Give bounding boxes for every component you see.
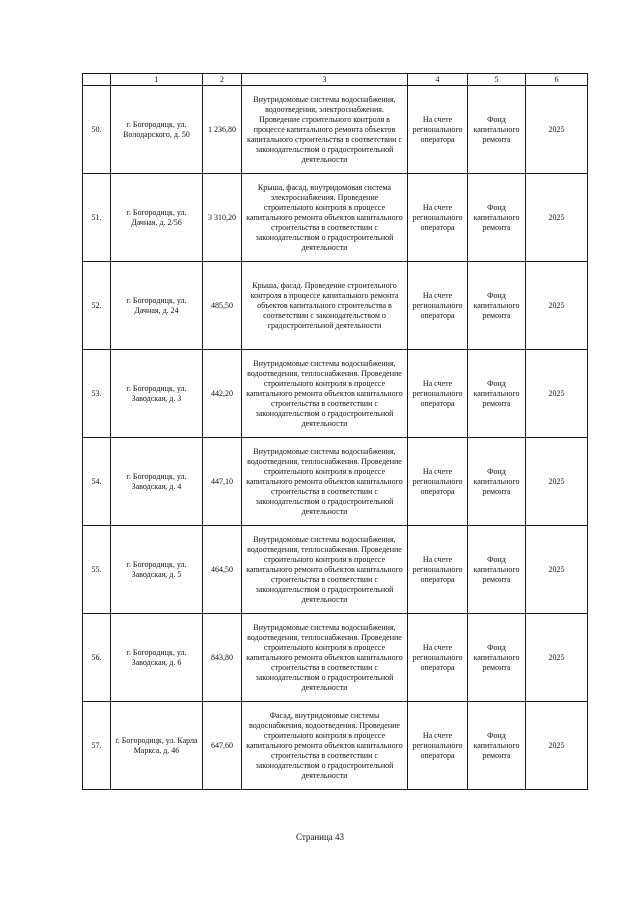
row-number: 51. [83, 174, 111, 262]
area-cell: 843,80 [203, 614, 242, 702]
column-number-row [83, 74, 588, 86]
address-cell: г. Богородицк, ул. Карла Маркса, д. 46 [111, 702, 203, 790]
table-row [83, 174, 588, 262]
address-cell: г. Богородицк, ул. Заводская, д. 5 [111, 526, 203, 614]
row-number: 53. [83, 350, 111, 438]
area-cell: 3 310,20 [203, 174, 242, 262]
row-number: 50. [83, 86, 111, 174]
address-cell: г. Богородицк, ул. Дачная, д. 2/56 [111, 174, 203, 262]
row-number: 56. [83, 614, 111, 702]
funding-source-cell: Фонд капитального ремонта [468, 174, 526, 262]
funding-source-cell: Фонд капитального ремонта [468, 702, 526, 790]
repair-schedule-table [82, 73, 588, 790]
area-cell: 485,50 [203, 262, 242, 350]
row-number: 52. [83, 262, 111, 350]
works-description-cell: Внутридомовые системы водоснабжения, водоотведения, теплоснабжения. Проведение строительного контроля в процессе капитального ремонта объектов капитального строительства в соответствии с законодательством о градостроительной деятельности [242, 350, 408, 438]
works-description-cell: Крыша, фасад, внутридомовая система электроснабжения. Проведение строительного контроля в процессе капитального ремонта объектов капитального строительства в соответствии с законодательством о градостроительной деятельности [242, 174, 408, 262]
table-row [83, 438, 588, 526]
funding-source-cell: Фонд капитального ремонта [468, 526, 526, 614]
row-number: 55. [83, 526, 111, 614]
table-row [83, 262, 588, 350]
funding-source-cell: Фонд капитального ремонта [468, 438, 526, 526]
column-header-2: 2 [203, 74, 242, 86]
year-cell: 2025 [526, 702, 588, 790]
address-cell: г. Богородицк, ул. Заводская, д. 4 [111, 438, 203, 526]
table-row [83, 86, 588, 174]
table-row [83, 350, 588, 438]
table-row [83, 614, 588, 702]
account-cell: На счете регионального оператора [408, 174, 468, 262]
column-header-6: 6 [526, 74, 588, 86]
address-cell: г. Богородицк, ул. Володарского, д. 50 [111, 86, 203, 174]
area-cell: 447,10 [203, 438, 242, 526]
table-row [83, 702, 588, 790]
account-cell: На счете регионального оператора [408, 262, 468, 350]
column-header-4: 4 [408, 74, 468, 86]
document-page [82, 73, 587, 790]
year-cell: 2025 [526, 438, 588, 526]
year-cell: 2025 [526, 86, 588, 174]
area-cell: 1 236,80 [203, 86, 242, 174]
column-header-1: 1 [111, 74, 203, 86]
works-description-cell: Внутридомовые системы водоснабжения, водоотведения, теплоснабжения. Проведение строительного контроля в процессе капитального ремонта объектов капитального строительства в соответствии с законодательством о градостроительной деятельности [242, 526, 408, 614]
address-cell: г. Богородицк, ул. Дачная, д. 24 [111, 262, 203, 350]
works-description-cell: Крыша, фасад. Проведение строительного контроля в процессе капитального ремонта объектов капитального строительства в соответствии с законодательством о градостроительной деятельности [242, 262, 408, 350]
account-cell: На счете регионального оператора [408, 526, 468, 614]
address-cell: г. Богородицк, ул. Заводская, д. 3 [111, 350, 203, 438]
account-cell: На счете регионального оператора [408, 702, 468, 790]
account-cell: На счете регионального оператора [408, 614, 468, 702]
account-cell: На счете регионального оператора [408, 350, 468, 438]
area-cell: 442,20 [203, 350, 242, 438]
account-cell: На счете регионального оператора [408, 438, 468, 526]
column-header-blank [83, 74, 111, 86]
works-description-cell: Внутридомовые системы водоснабжения, водоотведения, теплоснабжения. Проведение строительного контроля в процессе капитального ремонта объектов капитального строительства в соответствии с законодательством о градостроительной деятельности [242, 438, 408, 526]
column-header-3: 3 [242, 74, 408, 86]
row-number: 57. [83, 702, 111, 790]
year-cell: 2025 [526, 350, 588, 438]
area-cell: 647,60 [203, 702, 242, 790]
works-description-cell: Фасад, внутридомовые системы водоснабжения, водоотведения. Проведение строительного контроля в процессе капитального ремонта объектов капитального строительства в соответствии с законодательством о градостроительной деятельности [242, 702, 408, 790]
funding-source-cell: Фонд капитального ремонта [468, 350, 526, 438]
address-cell: г. Богородицк, ул. Заводская, д. 6 [111, 614, 203, 702]
area-cell: 464,50 [203, 526, 242, 614]
page-footer: Страница 43 [295, 832, 345, 842]
funding-source-cell: Фонд капитального ремонта [468, 86, 526, 174]
works-description-cell: Внутридомовые системы водоснабжения, водоотведения, электроснабжения. Проведение строительного контроля в процессе капитального ремонта объектов капитального строительства в соответствии с законодательством о градостроительной деятельности [242, 86, 408, 174]
column-header-5: 5 [468, 74, 526, 86]
year-cell: 2025 [526, 174, 588, 262]
table-row [83, 526, 588, 614]
year-cell: 2025 [526, 614, 588, 702]
funding-source-cell: Фонд капитального ремонта [468, 614, 526, 702]
funding-source-cell: Фонд капитального ремонта [468, 262, 526, 350]
account-cell: На счете регионального оператора [408, 86, 468, 174]
works-description-cell: Внутридомовые системы водоснабжения, водоотведения, теплоснабжения. Проведение строительного контроля в процессе капитального ремонта объектов капитального строительства в соответствии с законодательством о градостроительной деятельности [242, 614, 408, 702]
year-cell: 2025 [526, 262, 588, 350]
year-cell: 2025 [526, 526, 588, 614]
row-number: 54. [83, 438, 111, 526]
